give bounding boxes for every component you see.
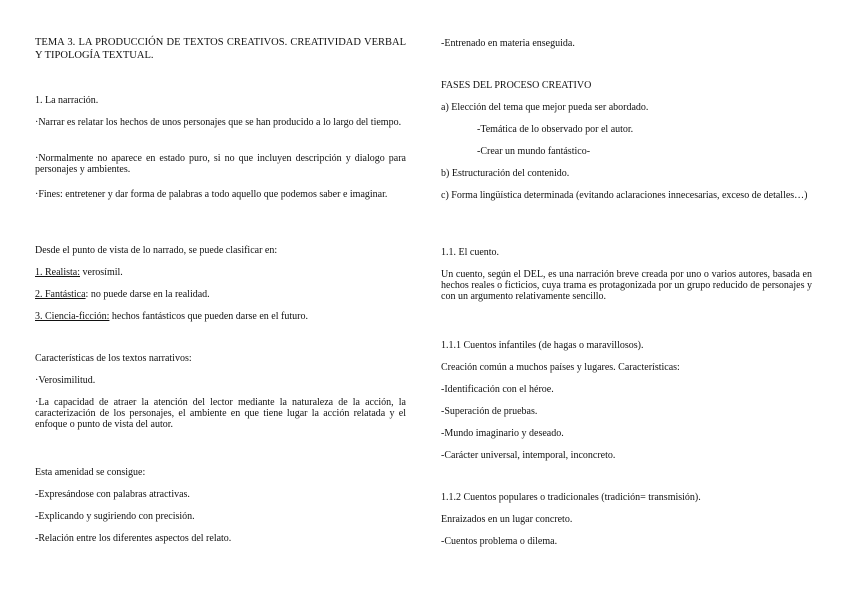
list-item-explicando: -Explicando y sugiriendo con precisión.: [35, 511, 195, 522]
list-item-entrenado: -Entrenado en materia enseguida.: [441, 38, 575, 49]
paragraph-narrate: ·Narrar es relatar los hechos de unos personajes que se han producido a lo largo del tiempo.: [35, 117, 402, 128]
section-heading-phases: FASES DEL PROCESO CREATIVO: [441, 80, 592, 91]
paragraph-characteristics: Características de los textos narrativos:: [35, 353, 192, 364]
section-heading-cuentos-infantiles: 1.1.1 Cuentos infantiles (de hagas o maravillosos).: [441, 340, 644, 351]
paragraph-normally: ·Normalmente no aparece en estado puro, si no que incluyen descripción y dialogo para personajes y ambientes.: [35, 153, 406, 175]
list-item-cuentos-problema: -Cuentos problema o dilema.: [441, 536, 558, 547]
list-item-mundo-imaginario: -Mundo imaginario y deseado.: [441, 428, 564, 439]
paragraph-capacity: ·La capacidad de atraer la atención del lector mediante la naturaleza de la acción, la caracterización de los personajes, el ambiente en que tiene lugar la acción relatada y el enfoque o punto de vista del autor.: [35, 397, 406, 430]
list-item-text: hechos fantásticos que pueden darse en el futuro.: [109, 311, 308, 322]
paragraph-purposes: ·Fines: entretener y dar forma de palabras a todo aquello que podemos saber e imaginar.: [35, 189, 388, 200]
list-item-label: 2. Fantástica: [35, 289, 86, 300]
paragraph-amenity: Esta amenidad se consigue:: [35, 467, 146, 478]
list-item-expresandose: -Expresándose con palabras atractivas.: [35, 489, 190, 500]
list-item-crear-mundo: -Crear un mundo fantástico-: [477, 146, 591, 157]
list-item-text: : no puede darse en la realidad.: [85, 289, 210, 300]
list-item-phase-c: c) Forma lingüística determinada (evitando aclaraciones innecesarias, exceso de detalles…): [441, 190, 808, 201]
section-heading-cuento: 1.1. El cuento.: [441, 247, 500, 258]
list-item-text: verosímil.: [80, 267, 123, 278]
list-item-label: 1. Realista:: [35, 267, 80, 278]
list-item-phase-b: b) Estructuración del contenido.: [441, 168, 570, 179]
list-item-identificacion: -Identificación con el héroe.: [441, 384, 554, 395]
list-item-superacion: -Superación de pruebas.: [441, 406, 538, 417]
list-item-ciencia-ficcion: [35, 311, 406, 322]
section-heading-cuentos-populares: 1.1.2 Cuentos populares o tradicionales (tradición= transmisión).: [441, 492, 701, 503]
document-title: TEMA 3. LA PRODUCCIÓN DE TEXTOS CREATIVOS. CREATIVIDAD VERBAL Y TIPOLOGÍA TEXTUAL.: [35, 37, 406, 61]
list-item-phase-a: a) Elección del tema que mejor pueda ser abordado.: [441, 102, 649, 113]
list-item-caracter-universal: -Carácter universal, intemporal, inconcreto.: [441, 450, 616, 461]
paragraph-cuento-definition: Un cuento, según el DEL, es una narración breve creada por uno o varios autores, basada en hechos reales o ficticios, cuya trama es protagonizada por un grupo reducido de personajes y con un argumento relativamente sencillo.: [441, 269, 812, 302]
paragraph-classification: Desde el punto de vista de lo narrado, se puede clasificar en:: [35, 245, 278, 256]
paragraph-creacion-comun: Creación común a muchos países y lugares. Características:: [441, 362, 680, 373]
list-item-realista: [35, 267, 406, 278]
list-item-relacion: -Relación entre los diferentes aspectos del relato.: [35, 533, 232, 544]
list-item-fantastica: [35, 289, 406, 300]
list-item-verosimilitud: ·Verosimilitud.: [35, 375, 96, 386]
list-item-tematica: -Temática de lo observado por el autor.: [477, 124, 634, 135]
paragraph-enraizados: Enraizados en un lugar concreto.: [441, 514, 573, 525]
section-heading-narration: 1. La narración.: [35, 95, 99, 106]
list-item-label: 3. Ciencia-ficción:: [35, 311, 110, 322]
